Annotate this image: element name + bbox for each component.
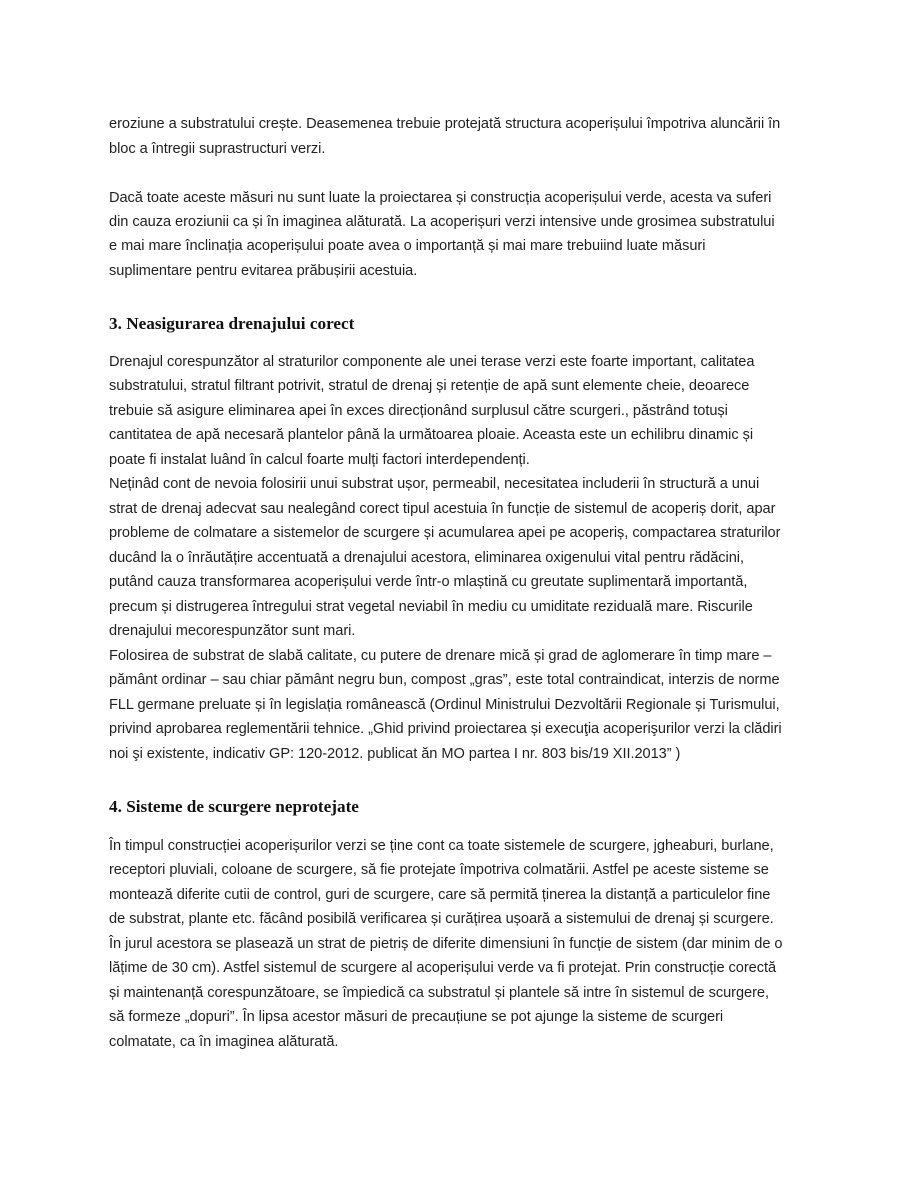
paragraph-line: În jurul acestora se plasează un strat de pietriș de diferite dimensiuni în funcție de sistem (dar minim de o — [109, 936, 783, 952]
paragraph-line: de substrat, plante etc. făcând posibilă verificarea și curățirea ușoară a sistemului de drenaj și scurgere. — [109, 911, 774, 927]
paragraph-line: privind aprobarea reglementării tehnice. „Ghid privind proiectarea și execuţia acoperişurilor verzi la clădiri — [109, 721, 782, 737]
paragraph-line: Neținâd cont de nevoia folosirii unui substrat ușor, permeabil, necesitatea includerii în structură a unui — [109, 476, 760, 492]
paragraph-line: ducând la o înrăutățire accentuată a drenajului acestora, eliminarea oxigenului vital pentru rădăcini, — [109, 550, 744, 566]
paragraph-line: poate fi instalat luând în calcul foarte mulți factori interdependenți. — [109, 452, 530, 468]
paragraph-line: noi şi existente, indicativ GP: 120-2012. publicat ăn MO partea I nr. 803 bis/19 XII.2013” ) — [109, 746, 681, 762]
paragraph-line: montează diferite cutii de control, guri de scurgere, care să permită ținerea la distanță a particulelor fine — [109, 887, 771, 903]
paragraph-line: precum și distrugerea întregului strat vegetal neviabil în mediu cu umiditate reziduală mare. Riscurile — [109, 599, 753, 615]
paragraph-line: FLL germane preluate și în legislația românească (Ordinul Ministrului Dezvoltării Regionale și Turismului, — [109, 697, 780, 713]
paragraph-line: e mai mare înclinația acoperișului poate avea o importanță și mai mare trebuiind luate măsuri — [109, 238, 706, 254]
section-3-heading: 3. Neasigurarea drenajului corect — [109, 314, 355, 333]
paragraph-line: lățime de 30 cm). Astfel sistemul de scurgere al acoperișului verde va fi protejat. Prin construcție corectă — [109, 960, 777, 976]
paragraph-line: substratului, stratul filtrant potrivit, stratul de drenaj și retenție de apă sunt elemente cheie, deoarece — [109, 378, 750, 394]
section-4-heading: 4. Sisteme de scurgere neprotejate — [109, 797, 359, 816]
paragraph-line: trebuie să asigure eliminarea apei în exces direcționând surplusul către scurgeri., păstrând totuși — [109, 403, 728, 419]
paragraph-line: drenajului mecorespunzător sunt mari. — [109, 623, 356, 639]
paragraph-line: Dacă toate aceste măsuri nu sunt luate la proiectarea și construcția acoperișului verde, acesta va suferi — [109, 190, 772, 206]
paragraph-line: strat de drenaj adecvat sau nealegând corect tipul acestuia în funcție de sistemul de acoperiș dorit, apar — [109, 501, 776, 517]
paragraph-line: receptori pluviali, coloane de scurgere, să fie protejate împotriva colmatării. Astfel pe aceste sisteme se — [109, 862, 769, 878]
paragraph-line: să formeze „dopuri”. În lipsa acestor măsuri de precauțiune se pot ajunge la sisteme de scurgeri — [109, 1009, 724, 1025]
paragraph-line: colmatate, ca în imaginea alăturată. — [109, 1034, 339, 1050]
paragraph-line: putând cauza transformarea acoperișului verde într-o mlaștină cu greutate suplimentară importantă, — [109, 574, 748, 590]
paragraph-line: Folosirea de substrat de slabă calitate, cu putere de drenare mică și grad de aglomerare în timp mare – — [109, 648, 772, 664]
paragraph-line: și maintenanță corespunzătoare, se împiedică ca substratul și plantele să intre în sistemul de scurgere, — [109, 985, 769, 1001]
paragraph-line: În timpul construcției acoperișurilor verzi se ține cont ca toate sistemele de scurgere, jgheaburi, burlane, — [109, 838, 774, 854]
paragraph-line: din cauza eroziunii ca și în imaginea alăturată. La acoperișuri verzi intensive unde grosimea substratului — [109, 214, 775, 230]
paragraph-line: eroziune a substratului crește. Deasemenea trebuie protejată structura acoperișului împotriva aluncării în — [109, 116, 781, 132]
paragraph-line: suplimentare pentru evitarea prăbușirii acestuia. — [109, 263, 418, 279]
paragraph-line: probleme de colmatare a sistemelor de scurgere și acumularea apei pe acoperiș, compactarea straturilor — [109, 525, 781, 541]
paragraph-line: cantitatea de apă necesară plantelor până la următoarea ploaie. Aceasta este un echilibru dinamic și — [109, 427, 754, 443]
paragraph-line: bloc a întregii suprastructuri verzi. — [109, 141, 326, 157]
paragraph-line: pământ ordinar – sau chiar pământ negru bun, compost „gras”, este total contraindicat, interzis de norme — [109, 672, 780, 688]
paragraph-line: Drenajul corespunzător al straturilor componente ale unei terase verzi este foarte important, calitatea — [109, 354, 755, 370]
